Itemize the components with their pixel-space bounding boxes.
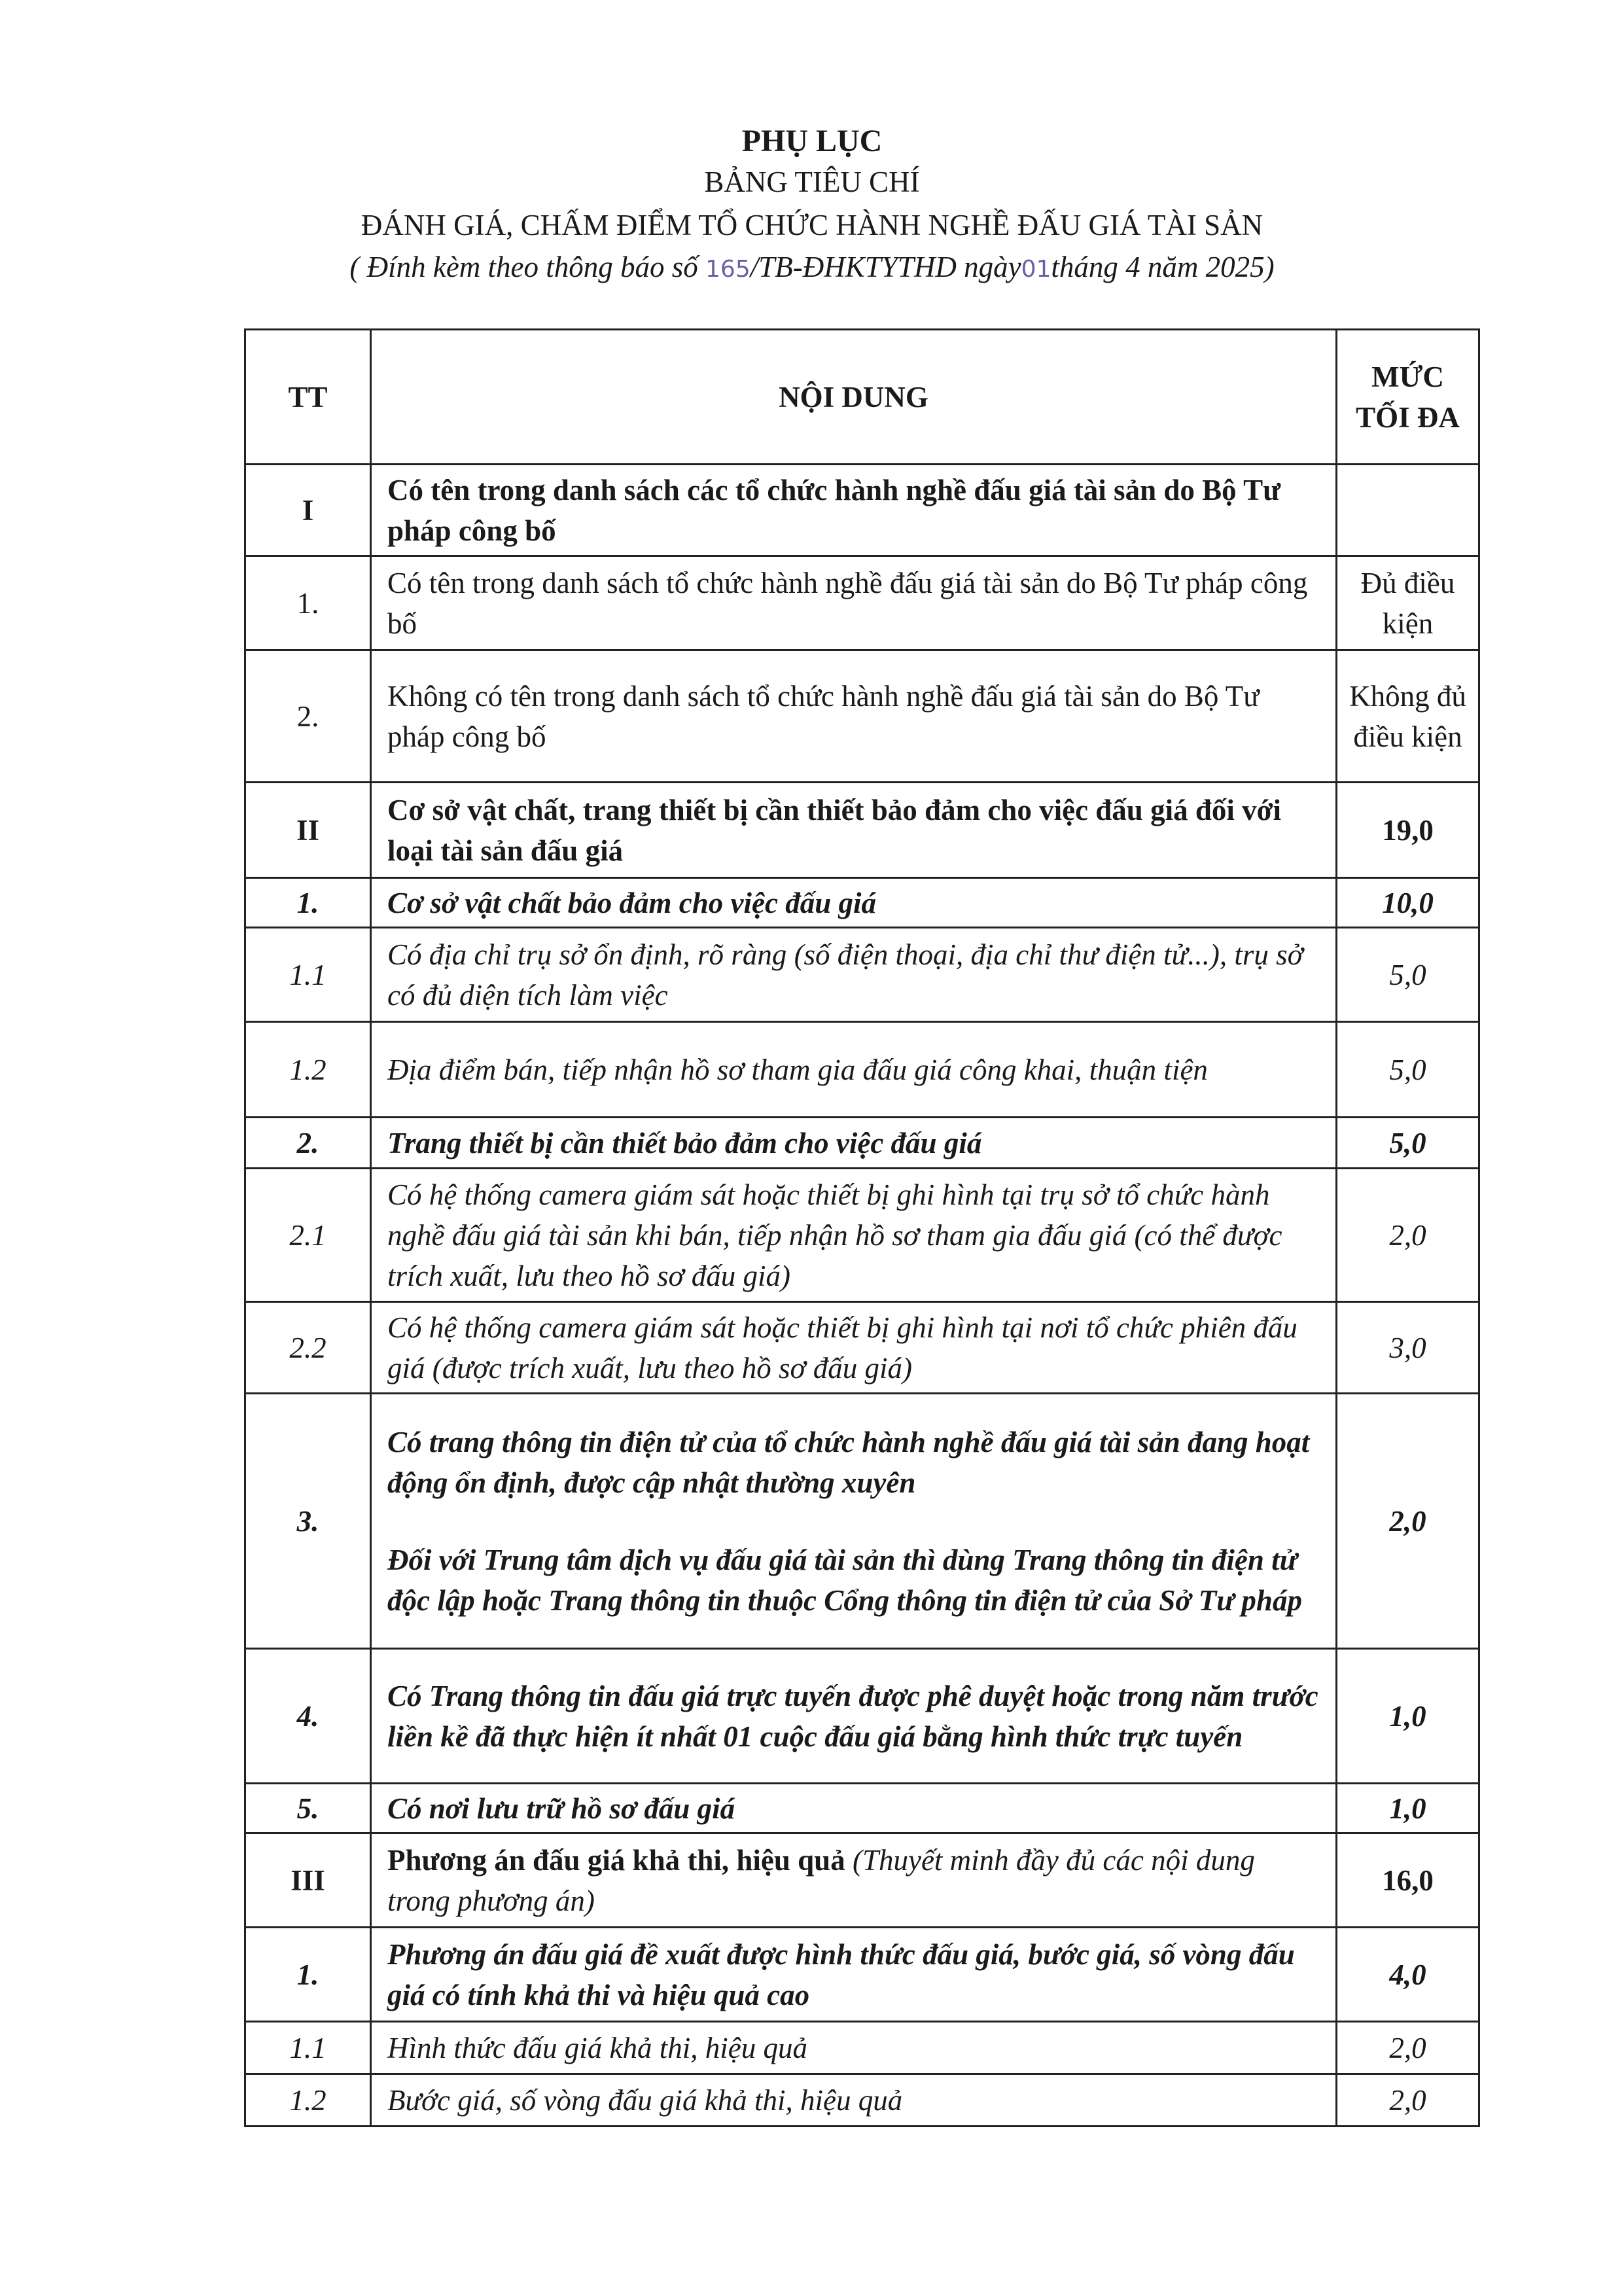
- evaluation-heading: ĐÁNH GIÁ, CHẤM ĐIỂM TỔ CHỨC HÀNH NGHỀ ĐẤU GIÁ TÀI SẢN: [361, 209, 1263, 241]
- attachment-text-3: tháng 4 năm 2025): [1051, 251, 1275, 283]
- row-content: Có nơi lưu trữ hồ sơ đấu giá: [371, 1784, 1337, 1833]
- row-content: Có tên trong danh sách các tổ chức hành nghề đấu giá tài sản do Bộ Tư pháp công bố: [371, 465, 1337, 556]
- row-tt: 2.2: [245, 1302, 371, 1394]
- row-max: 5,0: [1337, 1022, 1479, 1118]
- table-row: [245, 556, 1479, 650]
- table-row: [245, 1169, 1479, 1302]
- row-content: Có hệ thống camera giám sát hoặc thiết bị ghi hình tại nơi tổ chức phiên đấu giá (được trích xuất, lưu theo hồ sơ đấu giá): [371, 1302, 1337, 1394]
- row-content-note: Đối với Trung tâm dịch vụ đấu giá tài sản thì dùng Trang thông tin điện tử độc lập hoặc Trang thông tin thuộc Cổng thông tin điện tử của Sở Tư pháp: [387, 1543, 1302, 1617]
- row-max: 1,0: [1337, 1784, 1479, 1833]
- attachment-text-1: ( Đính kèm theo thông báo số: [349, 251, 706, 283]
- row-content: Có địa chỉ trụ sở ổn định, rõ ràng (số điện thoại, địa chỉ thư điện tử...), trụ sở có đủ diện tích làm việc: [371, 928, 1337, 1022]
- row-tt: 2.: [245, 1118, 371, 1169]
- table-row: [245, 1649, 1479, 1784]
- row-tt: 3.: [245, 1394, 371, 1649]
- appendix-title: PHỤ LỤC: [741, 124, 883, 158]
- row-max: Đủ điều kiện: [1337, 556, 1479, 650]
- row-content: Cơ sở vật chất, trang thiết bị cần thiết bảo đảm cho việc đấu giá đối với loại tài sản đấu giá: [371, 783, 1337, 878]
- header-max-score: MỨC TỐI ĐA: [1337, 330, 1479, 465]
- table-header-row: [245, 330, 1479, 465]
- row-max: 5,0: [1337, 928, 1479, 1022]
- row-tt: 4.: [245, 1649, 371, 1784]
- row-tt: 1.: [245, 556, 371, 650]
- row-tt: II: [245, 783, 371, 878]
- row-max: 4,0: [1337, 1928, 1479, 2022]
- table-row: [245, 878, 1479, 928]
- row-content: Bước giá, số vòng đấu giá khả thi, hiệu quả: [371, 2074, 1337, 2127]
- attachment-text-2: /TB-ĐHKTYTHD ngày: [750, 251, 1021, 283]
- row-max: 2,0: [1337, 1169, 1479, 1302]
- table-row: [245, 783, 1479, 878]
- table-row: [245, 650, 1479, 783]
- row-max: 16,0: [1337, 1833, 1479, 1928]
- row-content: Trang thiết bị cần thiết bảo đảm cho việc đấu giá: [371, 1118, 1337, 1169]
- row-content: Không có tên trong danh sách tổ chức hành nghề đấu giá tài sản do Bộ Tư pháp công bố: [371, 650, 1337, 783]
- row-max: 5,0: [1337, 1118, 1479, 1169]
- criteria-table: [244, 328, 1480, 2127]
- table-row: [245, 1302, 1479, 1394]
- row-content-main: Có trang thông tin điện tử của tổ chức hành nghề đấu giá tài sản đang hoạt động ổn định, được cập nhật thường xuyên: [387, 1425, 1310, 1499]
- row-max: 2,0: [1337, 2022, 1479, 2074]
- row-max: 2,0: [1337, 2074, 1479, 2127]
- row-content: [371, 1394, 1337, 1649]
- row-tt: 1.1: [245, 2022, 371, 2074]
- table-row: [245, 1394, 1479, 1649]
- table-row: [245, 2022, 1479, 2074]
- row-tt: 1.1: [245, 928, 371, 1022]
- row-max: 3,0: [1337, 1302, 1479, 1394]
- table-row: [245, 1022, 1479, 1118]
- row-tt: 1.2: [245, 1022, 371, 1118]
- row-tt: 1.: [245, 1928, 371, 2022]
- row-content-note: (Thuyết minh đầy đủ các nội dung trong phương án): [387, 1843, 1255, 1917]
- row-content: Địa điểm bán, tiếp nhận hồ sơ tham gia đấu giá công khai, thuận tiện: [371, 1022, 1337, 1118]
- table-row: [245, 1118, 1479, 1169]
- row-content: Có hệ thống camera giám sát hoặc thiết bị ghi hình tại trụ sở tổ chức hành nghề đấu giá tài sản khi bán, tiếp nhận hồ sơ tham gia đấu giá (có thể được trích xuất, lưu theo hồ sơ đấu giá): [371, 1169, 1337, 1302]
- row-content: Cơ sở vật chất bảo đảm cho việc đấu giá: [371, 878, 1337, 928]
- handwritten-number: 165: [705, 256, 750, 283]
- attachment-note: [0, 250, 1624, 284]
- header-tt: TT: [245, 330, 371, 465]
- criteria-table-heading: BẢNG TIÊU CHÍ: [704, 166, 920, 198]
- table-row: [245, 1833, 1479, 1928]
- row-tt: III: [245, 1833, 371, 1928]
- table-row: [245, 1784, 1479, 1833]
- header-content: NỘI DUNG: [371, 330, 1337, 465]
- row-tt: I: [245, 465, 371, 556]
- table-row: [245, 465, 1479, 556]
- row-content: Có Trang thông tin đấu giá trực tuyến được phê duyệt hoặc trong năm trước liền kề đã thực hiện ít nhất 01 cuộc đấu giá bằng hình thức trực tuyến: [371, 1649, 1337, 1784]
- row-content-main: Phương án đấu giá khả thi, hiệu quả: [387, 1843, 845, 1877]
- table-row: [245, 928, 1479, 1022]
- row-max: [1337, 465, 1479, 556]
- table-row: [245, 1928, 1479, 2022]
- row-content: Hình thức đấu giá khả thi, hiệu quả: [371, 2022, 1337, 2074]
- row-tt: 2.: [245, 650, 371, 783]
- row-max: Không đủ điều kiện: [1337, 650, 1479, 783]
- row-tt: 2.1: [245, 1169, 371, 1302]
- row-max: 10,0: [1337, 878, 1479, 928]
- row-content: Có tên trong danh sách tổ chức hành nghề đấu giá tài sản do Bộ Tư pháp công bố: [371, 556, 1337, 650]
- row-tt: 1.2: [245, 2074, 371, 2127]
- row-tt: 1.: [245, 878, 371, 928]
- row-max: 2,0: [1337, 1394, 1479, 1649]
- row-content: Phương án đấu giá đề xuất được hình thức đấu giá, bước giá, số vòng đấu giá có tính khả thi và hiệu quả cao: [371, 1928, 1337, 2022]
- row-max: 1,0: [1337, 1649, 1479, 1784]
- row-max: 19,0: [1337, 783, 1479, 878]
- table-row: [245, 2074, 1479, 2127]
- handwritten-day: 01: [1021, 256, 1051, 283]
- row-content: [371, 1833, 1337, 1928]
- row-tt: 5.: [245, 1784, 371, 1833]
